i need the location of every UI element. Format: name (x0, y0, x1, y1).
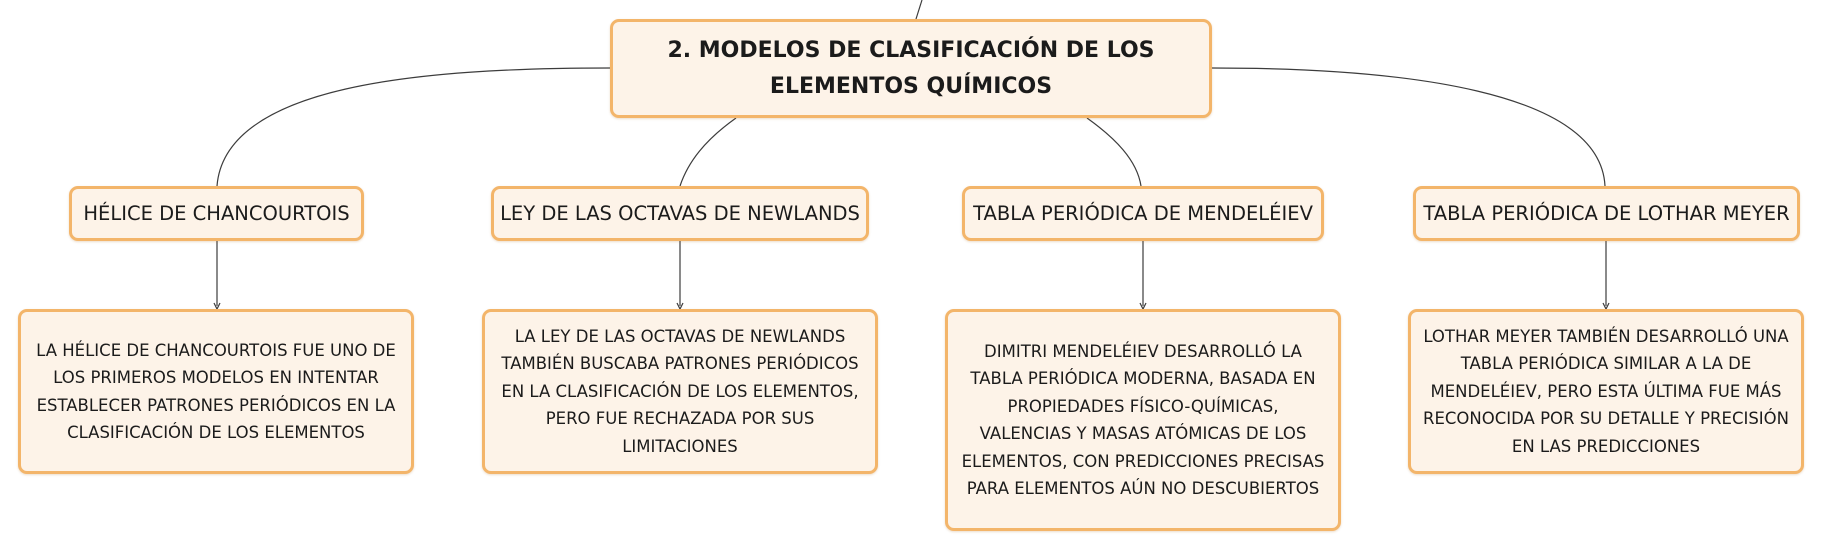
arrow-newlands (677, 241, 683, 309)
root-topic-title: 2. MODELOS DE CLASIFICACIÓN DE LOS ELEMENTOS QUÍMICOS (667, 37, 1155, 99)
connector-root-to-chancourtois (217, 68, 610, 186)
connector-root-to-mendeleiev (1087, 118, 1141, 186)
branch-chancourtois[interactable] (69, 186, 364, 241)
arrow-meyer (1603, 241, 1609, 309)
description-chancourtois-text: LA HÉLICE DE CHANCOURTOIS FUE UNO DE LOS PRIMEROS MODELOS EN INTENTAR ESTABLECER PATRONES PERIÓDICOS EN LA CLASIFICACIÓN DE LOS ELEMENTOS (36, 340, 396, 442)
arrow-chancourtois (214, 241, 220, 309)
branch-newlands-title: LEY DE LAS OCTAVAS DE NEWLANDS (500, 202, 860, 225)
root-topic[interactable] (610, 19, 1212, 118)
description-chancourtois[interactable] (18, 309, 414, 474)
branch-mendeleiev-title: TABLA PERIÓDICA DE MENDELÉIEV (973, 202, 1313, 225)
branch-mendeleiev[interactable] (962, 186, 1324, 241)
branch-meyer-title: TABLA PERIÓDICA DE LOTHAR MEYER (1423, 202, 1790, 225)
description-meyer[interactable] (1408, 309, 1804, 474)
branch-meyer[interactable] (1413, 186, 1800, 241)
connector-root-to-meyer (1212, 68, 1605, 186)
description-newlands[interactable] (482, 309, 878, 474)
branch-newlands[interactable] (491, 186, 869, 241)
description-mendeleiev-text: DIMITRI MENDELÉIEV DESARROLLÓ LA TABLA PERIÓDICA MODERNA, BASADA EN PROPIEDADES FÍSICO-QUÍMICAS, VALENCIAS Y MASAS ATÓMICAS DE LOS ELEMENTOS, CON PREDICCIONES PRECISAS PARA ELEMENTOS AÚN NO DESCUBIERTOS (961, 341, 1325, 498)
arrow-mendeleiev (1140, 241, 1146, 309)
branch-chancourtois-title: HÉLICE DE CHANCOURTOIS (83, 202, 350, 225)
connector-parent-stub (916, 0, 922, 19)
description-meyer-text: LOTHAR MEYER TAMBIÉN DESARROLLÓ UNA TABLA PERIÓDICA SIMILAR A LA DE MENDELÉIEV, PERO ESTA ÚLTIMA FUE MÁS RECONOCIDA POR SU DETALLE Y PRECISIÓN EN LAS PREDICCIONES (1423, 326, 1789, 456)
connector-root-to-newlands (680, 118, 736, 186)
description-newlands-text: LA LEY DE LAS OCTAVAS DE NEWLANDS TAMBIÉN BUSCABA PATRONES PERIÓDICOS EN LA CLASIFICACIÓN DE LOS ELEMENTOS, PERO FUE RECHAZADA POR SUS LIMITACIONES (501, 326, 859, 456)
description-mendeleiev[interactable] (945, 309, 1341, 531)
